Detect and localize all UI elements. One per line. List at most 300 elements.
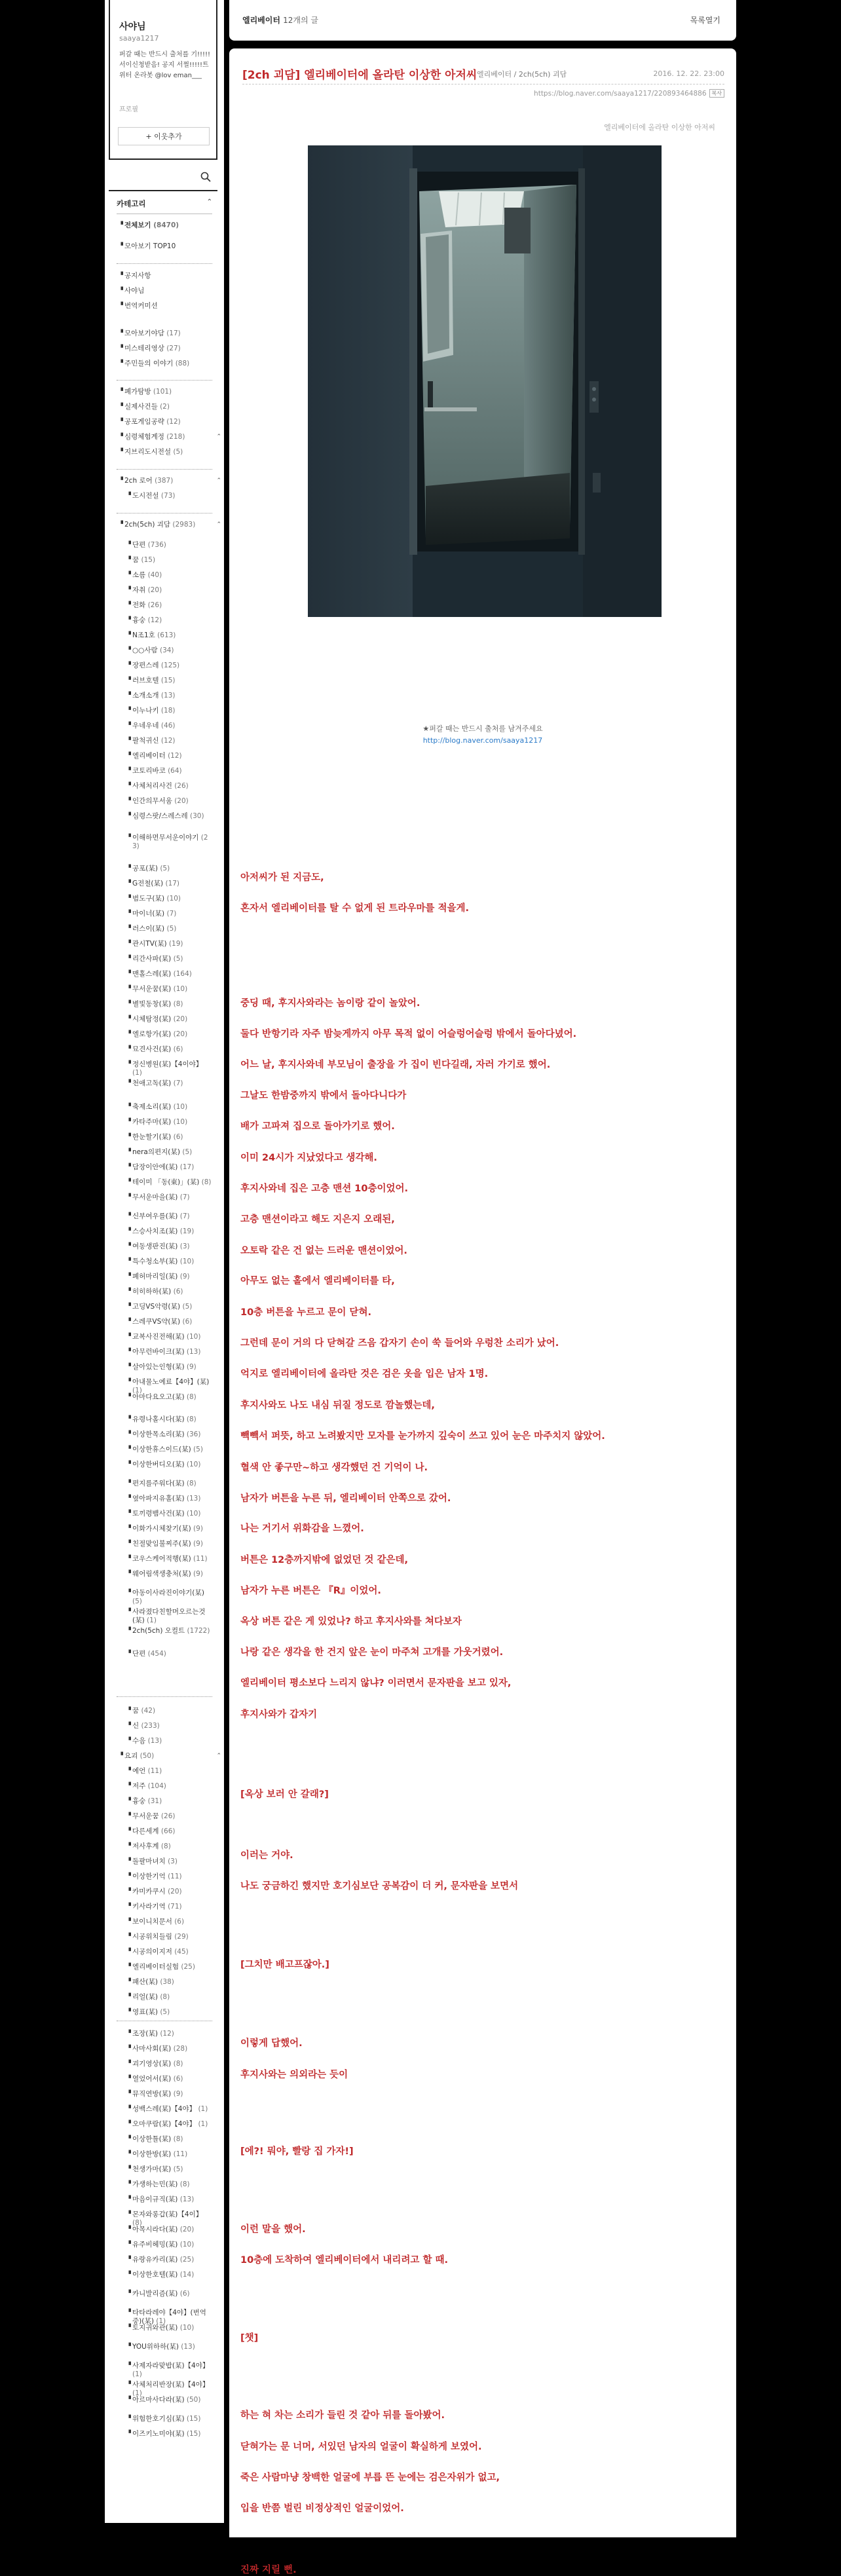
category-item[interactable] — [126, 541, 212, 550]
category-item-label: 장편스레 — [132, 662, 159, 669]
category-item[interactable] — [119, 403, 212, 411]
category-item[interactable] — [126, 1842, 212, 1851]
category-item-count: (7) — [179, 1193, 190, 1201]
post-paragraph: 엘리베이터 평소보다 느리지 않냐? 이러면서 문자판을 보고 있자, — [240, 1678, 512, 1689]
post-title[interactable]: [2ch 괴담] 엘리베이터에 올라탄 이상한 아저씨 — [242, 69, 477, 82]
category-item[interactable] — [126, 1827, 212, 1836]
category-item[interactable] — [126, 722, 212, 730]
category-item-label: 러스이(某) — [132, 925, 165, 933]
category-item[interactable] — [119, 329, 212, 338]
post-paragraph: [챗] — [240, 2333, 259, 2343]
post-paragraph: 중딩 때, 후지사와라는 놈이랑 같이 놀았어. — [240, 998, 421, 1009]
category-item-icon: ▝ — [126, 1194, 131, 1201]
category-item[interactable] — [126, 1510, 212, 1518]
category-item-label: 폐허마리일(某) — [132, 1273, 178, 1280]
category-item[interactable] — [126, 834, 212, 851]
category-item-label: 살아있는인형(某) — [132, 1363, 185, 1371]
category-item[interactable] — [119, 345, 212, 353]
open-list-button[interactable]: 목록열기 — [690, 16, 720, 25]
category-item-label: 천생가마(某) — [132, 2165, 172, 2173]
category-item-count: (34) — [159, 646, 174, 654]
post-paragraph: 혈색 안 좋구만~하고 생각했던 건 기억이 나. — [240, 1463, 428, 1473]
category-item[interactable] — [126, 2045, 212, 2053]
category-item[interactable] — [126, 1797, 212, 1806]
category-item-icon: ▝ — [126, 2271, 131, 2278]
category-item[interactable] — [126, 662, 212, 670]
post-category[interactable]: 엘리베이터 / 2ch(5ch) 괴담 — [477, 70, 567, 79]
category-item-icon: ▝ — [119, 345, 123, 352]
category-item-label: 웨어림색생충처(某) — [132, 1570, 191, 1578]
category-item-count: (9) — [193, 1570, 203, 1578]
category-item-count: (10) — [179, 2324, 195, 2332]
category-item[interactable] — [126, 752, 212, 760]
category-item[interactable] — [126, 1446, 212, 1454]
category-item-label: 전화 — [132, 601, 146, 609]
watermark-url[interactable]: http://blog.naver.com/saaya1217 — [422, 736, 543, 745]
category-item-icon: ▝ — [126, 1364, 131, 1370]
category-item-count: (13) — [147, 1737, 162, 1745]
category-item-count: (8) — [186, 1393, 196, 1401]
category-item[interactable] — [126, 1993, 212, 2002]
category-item[interactable] — [126, 1193, 212, 1202]
category-item-label: 아르마사다라(某) — [132, 2396, 185, 2404]
fold-chevron-icon[interactable]: ⌃ — [216, 1753, 221, 1759]
category-item[interactable] — [126, 1812, 212, 1821]
category-item-count: (20) — [174, 797, 189, 805]
category-item-icon: ▝ — [126, 1288, 131, 1295]
category-item-label: 저주 — [132, 1782, 146, 1790]
category-item[interactable] — [126, 2226, 212, 2234]
category-item-count: (613) — [157, 631, 176, 639]
category-item[interactable] — [119, 242, 212, 251]
category-item-count: (7) — [173, 1079, 183, 1087]
category-item-count: (9) — [193, 1540, 203, 1548]
category-item-count: (1) — [198, 2105, 208, 2113]
current-category-name[interactable]: 엘리베이터 — [242, 16, 280, 25]
category-item[interactable] — [126, 586, 212, 595]
category-item-icon: ▝ — [119, 388, 123, 395]
category-item-count: (18) — [160, 707, 176, 715]
category-item[interactable] — [126, 2362, 212, 2379]
category-item[interactable] — [126, 1963, 212, 1971]
category-item[interactable] — [126, 1430, 212, 1439]
category-header[interactable] — [117, 198, 212, 209]
category-item[interactable] — [126, 1227, 212, 1236]
category-item-count: (9) — [186, 1363, 196, 1371]
category-item[interactable] — [126, 692, 212, 700]
category-item-count: (7) — [166, 910, 177, 918]
category-item[interactable] — [126, 1079, 212, 1088]
category-item-label: 마이너(某) — [132, 910, 165, 918]
category-item[interactable] — [126, 1525, 212, 1533]
category-item-icon: ▝ — [126, 1303, 131, 1310]
category-item[interactable] — [126, 2256, 212, 2264]
post-paragraph: 입을 반쯤 벌린 비정상적인 얼굴이었어. — [240, 2503, 404, 2514]
category-item-label: 토끼령뱀사건(某) — [132, 1510, 185, 1518]
category-item[interactable] — [126, 2135, 212, 2144]
category-item-label: 폐가탐방 — [124, 388, 151, 396]
category-item[interactable] — [126, 1363, 212, 1372]
category-item[interactable] — [126, 1288, 212, 1296]
post-paragraph: 10층 버튼을 누르고 문이 닫혀. — [240, 1307, 371, 1318]
category-item-icon: ▝ — [126, 1243, 131, 1250]
category-item[interactable] — [126, 601, 212, 610]
category-item[interactable] — [126, 631, 212, 640]
category-item-label: 단편 — [132, 541, 146, 549]
category-item[interactable] — [119, 418, 212, 426]
category-item[interactable] — [126, 1627, 212, 1635]
category-item-count: (13) — [160, 692, 176, 700]
category-item[interactable] — [126, 1722, 212, 1730]
current-category — [242, 14, 318, 26]
category-item[interactable] — [126, 1000, 212, 1009]
category-item[interactable] — [126, 2195, 212, 2204]
post-paragraph: 후지사와는 의외라는 듯이 — [240, 2070, 348, 2080]
category-item-label: 열었어서(某) — [132, 2075, 172, 2083]
category-item[interactable] — [126, 1903, 212, 1911]
category-item-count: (73) — [160, 492, 176, 500]
category-item-icon: ▝ — [119, 222, 123, 229]
category-item-count: (2983) — [172, 521, 196, 529]
category-item[interactable] — [126, 2324, 212, 2332]
category-item-count: (5) — [173, 448, 183, 456]
post-paragraph: 나도 궁금하긴 했지만 호기심보단 공복감이 더 커, 문자판을 보면서 — [240, 1881, 519, 1892]
category-item-label: 뮤직연방(某) — [132, 2090, 172, 2098]
category-item-label: 공포게임공략 — [124, 418, 164, 426]
category-item[interactable] — [126, 1163, 212, 1172]
category-item[interactable] — [126, 1242, 212, 1251]
category-item[interactable] — [126, 910, 212, 918]
category-item[interactable] — [126, 767, 212, 775]
category-item-label: 패산(某) — [132, 1978, 158, 1986]
category-item[interactable] — [126, 895, 212, 903]
category-item-label: 몬자와롱갑(某)【4이】 — [132, 2211, 203, 2218]
category-item[interactable] — [126, 1555, 212, 1563]
category-item[interactable] — [126, 2271, 212, 2279]
category-item-label: 요괴 — [124, 1752, 138, 1760]
category-item-icon: ▝ — [126, 2309, 131, 2316]
category-item[interactable] — [126, 2165, 212, 2174]
category-item-icon: ▝ — [126, 2121, 131, 2127]
post-paragraph: 남자가 버튼을 누른 뒤, 엘리베이터 안쪽으로 갔어. — [240, 1493, 451, 1504]
category-item[interactable] — [126, 1015, 212, 1024]
category-item[interactable] — [126, 1650, 212, 1658]
category-item-count: (8) — [160, 1842, 171, 1850]
category-item-count: (10) — [173, 985, 188, 993]
category-item-count: (30) — [190, 812, 204, 820]
category-item[interactable] — [126, 2090, 212, 2099]
category-item-count: (11) — [173, 2150, 188, 2158]
category-item[interactable] — [126, 1978, 212, 1987]
category-item-count: (25) — [181, 1963, 195, 1971]
category-item[interactable] — [126, 1103, 212, 1111]
category-item-label: 조장(某) — [132, 2030, 158, 2038]
category-item[interactable] — [119, 1752, 221, 1761]
category-item[interactable] — [126, 812, 212, 821]
post-url[interactable]: https://blog.naver.com/saaya1217/220893464886 — [534, 90, 707, 98]
category-item-label: 리얼(某) — [132, 1993, 158, 2001]
profile-description: 퍼갈 때는 반드시 출처를 기!!!!! 서이신청받음! 공지 서쩔!!!!!트위터 온라봇 @lov eman___ — [119, 51, 211, 79]
chevron-up-icon[interactable]: ⌃ — [206, 198, 212, 206]
category-item-label: 시체탐정(某) — [132, 1015, 172, 1023]
category-item[interactable] — [119, 272, 212, 280]
category-item-label: 심령체험계정 — [124, 433, 164, 441]
category-item-count: (125) — [160, 662, 180, 669]
category-item-count: (10) — [186, 1510, 201, 1518]
category-item-icon: ▝ — [126, 1723, 131, 1729]
category-item-count: (8) — [179, 2180, 190, 2188]
post-paragraph: 아무도 없는 홀에서 엘리베이터를 타, — [240, 1276, 395, 1286]
profile-more-link[interactable]: 프로필 — [119, 106, 138, 113]
category-item[interactable] — [126, 865, 212, 873]
category-item[interactable] — [126, 1303, 212, 1311]
category-item[interactable] — [126, 2105, 212, 2114]
category-item[interactable] — [119, 221, 212, 230]
category-item[interactable] — [126, 616, 212, 625]
category-item-count: (1) — [156, 2317, 166, 2325]
category-item-label: 유주비헤밍(某) — [132, 2241, 178, 2249]
category-item-label: 아마다요오고(某) — [132, 1393, 185, 1401]
category-item[interactable] — [126, 2150, 212, 2159]
category-group-divider — [117, 1696, 212, 1697]
category-item-icon: ▝ — [126, 1918, 131, 1925]
category-item[interactable] — [126, 1948, 212, 1956]
category-item[interactable] — [126, 1608, 212, 1625]
sidebar-divider — [109, 190, 217, 191]
category-item[interactable] — [126, 1873, 212, 1881]
category-item-label: 인간의무서움 — [132, 797, 172, 805]
category-item-label: 사체처리사건 — [132, 782, 172, 790]
category-item[interactable] — [119, 433, 221, 441]
category-item-count: (14) — [179, 2271, 195, 2279]
category-item[interactable] — [126, 1495, 212, 1503]
category-item[interactable] — [126, 880, 212, 888]
category-item[interactable] — [126, 2415, 212, 2423]
category-item-icon: ▝ — [126, 910, 131, 917]
category-item-count: (10) — [166, 895, 181, 903]
category-item-count: (3) — [179, 1242, 190, 1250]
category-item-icon: ▝ — [126, 1119, 131, 1125]
category-item[interactable] — [126, 2008, 212, 2017]
category-item-icon: ▝ — [126, 1334, 131, 1340]
category-item-count: (15) — [186, 2415, 201, 2423]
post-paragraph: 어느 날, 후지사와네 부모님이 출장을 가 집이 빈다길래, 자러 가기로 했어. — [240, 1060, 551, 1070]
category-item[interactable] — [126, 925, 212, 933]
category-item-icon: ▝ — [126, 493, 131, 499]
category-item[interactable] — [126, 1212, 212, 1221]
category-item-label: 아무런바이크(某) — [132, 1348, 185, 1356]
category-item-label: N조1호 — [132, 631, 155, 639]
category-item[interactable] — [126, 1857, 212, 1866]
category-item[interactable] — [126, 737, 212, 745]
url-copy-button[interactable]: 복사 — [709, 89, 724, 98]
category-item[interactable] — [126, 2060, 212, 2068]
watermark — [229, 723, 736, 747]
category-item[interactable] — [126, 2075, 212, 2083]
category-item[interactable] — [126, 2290, 212, 2298]
category-item[interactable] — [126, 1393, 212, 1402]
category-item[interactable] — [126, 1045, 212, 1054]
category-item[interactable] — [126, 1133, 212, 1142]
category-item[interactable] — [126, 1415, 212, 1424]
category-item[interactable] — [126, 1148, 212, 1157]
category-item-label: 소름 — [132, 571, 146, 579]
category-item[interactable] — [126, 955, 212, 963]
category-item[interactable] — [126, 1318, 212, 1326]
category-item[interactable] — [119, 521, 221, 529]
post-paragraph: 억지로 엘리베이터에 올라탄 것은 검은 옷을 입은 남자 1명. — [240, 1369, 489, 1379]
elevator-photo[interactable] — [308, 145, 662, 617]
category-item-label: 공지사항 — [124, 272, 151, 280]
category-item[interactable] — [126, 1737, 212, 1745]
category-item[interactable] — [119, 360, 212, 368]
category-item[interactable] — [119, 448, 212, 457]
category-item[interactable] — [126, 2343, 212, 2351]
category-item-label: 꿈 — [132, 556, 140, 564]
category-item[interactable] — [126, 2241, 212, 2249]
search-icon[interactable] — [200, 172, 211, 182]
category-item[interactable] — [126, 985, 212, 994]
category-item[interactable] — [126, 1707, 212, 1715]
category-item-count: (19) — [179, 1227, 195, 1235]
category-item[interactable] — [126, 782, 212, 791]
category-item-icon: ▝ — [126, 2211, 131, 2218]
category-item-icon: ▝ — [126, 587, 131, 593]
category-item-label: 이상한휴스이드(某) — [132, 1446, 191, 1453]
category-item-label: 여동생판진(某) — [132, 1242, 178, 1250]
post-url-row — [534, 89, 724, 98]
category-item[interactable] — [126, 2180, 212, 2189]
category-item[interactable] — [126, 1540, 212, 1548]
fold-chevron-icon[interactable]: ⌃ — [216, 521, 221, 528]
category-item-icon: ▝ — [126, 557, 131, 563]
category-item-label: 이즈키노미야(某) — [132, 2430, 185, 2438]
category-item-icon: ▝ — [119, 1753, 123, 1759]
category-item-icon: ▝ — [126, 2045, 131, 2052]
category-item-label: 시공의이지저 — [132, 1948, 172, 1956]
post-paragraph: 아저씨가 된 지금도, — [240, 872, 324, 883]
category-item[interactable] — [119, 388, 212, 396]
category-item[interactable] — [126, 2430, 212, 2438]
category-item[interactable] — [126, 492, 212, 500]
category-item[interactable] — [126, 2030, 212, 2038]
category-item-icon: ▝ — [126, 572, 131, 578]
category-item[interactable] — [126, 1480, 212, 1488]
category-item[interactable] — [126, 571, 212, 580]
category-item-count: (40) — [147, 571, 162, 579]
category-item-icon: ▝ — [126, 1134, 131, 1140]
category-item-count: (10) — [173, 1118, 188, 1126]
category-item[interactable] — [126, 940, 212, 948]
category-item-label: 영표(某) — [132, 2008, 158, 2016]
category-item-icon: ▝ — [126, 895, 131, 902]
category-item[interactable] — [126, 556, 212, 565]
category-item[interactable] — [126, 1767, 212, 1776]
category-item[interactable] — [126, 677, 212, 685]
category-item-icon: ▝ — [126, 2136, 131, 2142]
post-paragraph: 그런데 문이 거의 다 닫혀갈 즈음 갑자기 손이 쑥 들어와 우렁찬 소리가 났어. — [240, 1338, 559, 1349]
category-item[interactable] — [126, 1030, 212, 1039]
category-item-icon: ▝ — [126, 1258, 131, 1265]
category-item-icon: ▝ — [126, 1446, 131, 1453]
category-item[interactable] — [126, 1782, 212, 1791]
category-item[interactable] — [119, 477, 221, 485]
post-paragraph: 후지사와네 집은 고층 맨션 10층이었어. — [240, 1184, 408, 1194]
watermark-notice: ★퍼갈 때는 반드시 출처를 남겨주세요 — [422, 724, 543, 733]
category-item-label: 유랑유카리(某) — [132, 2256, 178, 2264]
category-item[interactable] — [126, 1933, 212, 1941]
category-item-icon: ▝ — [126, 1571, 131, 1577]
category-item[interactable] — [119, 302, 212, 310]
post-paragraph: 10층에 도착하여 엘리베이터에서 내리려고 할 때. — [240, 2255, 449, 2266]
add-neighbor-button[interactable]: + 이웃추가 — [118, 127, 210, 145]
category-item[interactable] — [126, 970, 212, 979]
category-item-icon: ▝ — [119, 330, 123, 337]
category-item-count: (3) — [168, 1857, 178, 1865]
category-item-icon: ▝ — [126, 2416, 131, 2422]
category-item-count: (8) — [173, 2135, 183, 2143]
category-item-icon: ▝ — [126, 880, 131, 887]
category-item[interactable] — [126, 1461, 212, 1469]
category-item[interactable] — [126, 1333, 212, 1341]
category-item[interactable] — [126, 1273, 212, 1281]
category-item-label: 담장이안에(某) — [132, 1163, 178, 1171]
category-item-label: 실제사건들 — [124, 403, 158, 411]
category-item[interactable] — [126, 1918, 212, 1926]
category-item-count: (8) — [186, 1480, 196, 1487]
category-item[interactable] — [126, 2396, 212, 2404]
category-item[interactable] — [126, 1348, 212, 1356]
category-item-icon: ▝ — [126, 1843, 131, 1850]
category-item[interactable] — [126, 646, 212, 655]
category-item-label: 키사라기역 — [132, 1903, 166, 1911]
fold-chevron-icon[interactable]: ⌃ — [216, 477, 221, 484]
category-item-icon: ▝ — [126, 1461, 131, 1468]
category-item[interactable] — [126, 797, 212, 806]
category-item-icon: ▝ — [119, 434, 123, 440]
category-item-label: 공포(某) — [132, 865, 158, 872]
category-item-label: 엘리베이터실험 — [132, 1963, 179, 1971]
category-item-label: 예언 — [132, 1767, 146, 1775]
category-item-count: (64) — [168, 767, 182, 775]
category-item-count: (11) — [193, 1555, 208, 1563]
post-paragraph: 나는 거기서 위화감을 느꼈어. — [240, 1523, 364, 1534]
category-item-label: 2ch(5ch) 괴담 — [124, 521, 171, 529]
category-item-count: (19) — [168, 940, 183, 948]
category-item[interactable] — [126, 1060, 212, 1077]
post-paragraph: 이러는 거야. — [240, 1850, 293, 1861]
category-item-label: 이상한버디오(某) — [132, 1461, 185, 1468]
category-item[interactable] — [119, 287, 212, 295]
category-item[interactable] — [126, 1589, 212, 1606]
category-item-icon: ▝ — [126, 1379, 131, 1385]
profile-name[interactable]: 사야님 — [119, 22, 146, 32]
category-item-count: (26) — [147, 601, 162, 609]
category-item[interactable] — [126, 1570, 212, 1578]
category-item[interactable] — [126, 1258, 212, 1266]
category-item[interactable] — [126, 1888, 212, 1896]
category-item[interactable] — [126, 2120, 212, 2129]
category-item-label: 무서운마을(某) — [132, 1193, 178, 1201]
category-item[interactable] — [126, 707, 212, 715]
fold-chevron-icon[interactable]: ⌃ — [216, 434, 221, 440]
category-item[interactable] — [126, 1118, 212, 1127]
category-post-count: 12개의 글 — [283, 16, 319, 25]
category-item-label: 테이미 「동(東)」(某) — [132, 1178, 200, 1186]
category-item[interactable] — [126, 1178, 212, 1187]
category-item-count: (12) — [147, 616, 162, 624]
category-item-count: (1) — [132, 2389, 142, 2397]
